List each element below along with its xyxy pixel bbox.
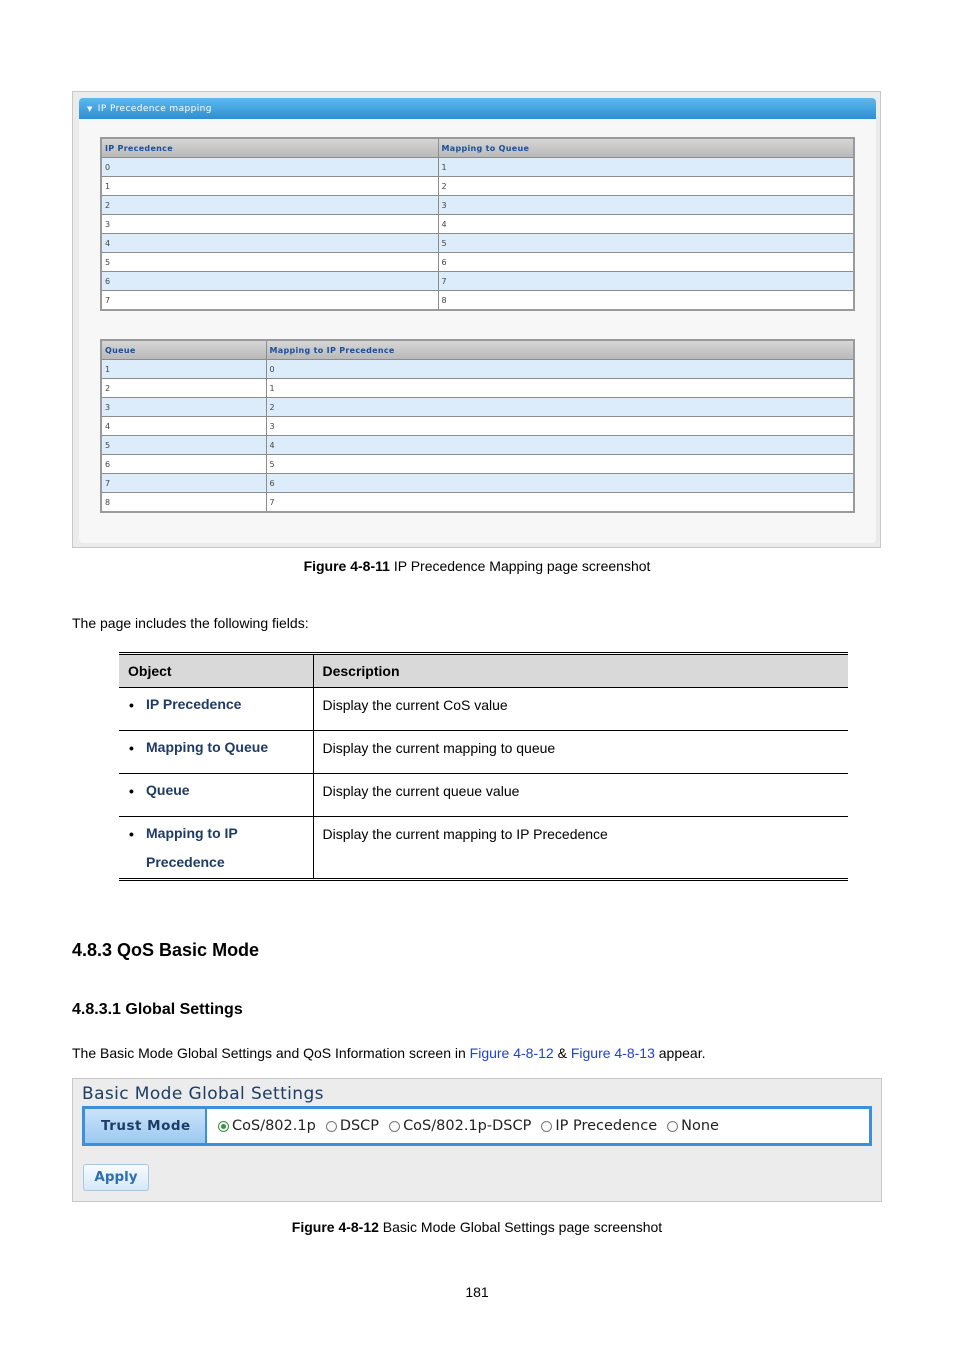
table-row — [101, 177, 854, 196]
figure-caption — [0, 558, 954, 574]
table-cell: 6 — [438, 253, 854, 272]
table-cell: 2 — [266, 398, 854, 417]
table-cell: 3 — [101, 215, 438, 234]
column-header: Mapping to IP Precedence — [266, 340, 854, 360]
table-cell: 3 — [438, 196, 854, 215]
table-row — [101, 272, 854, 291]
table-cell: 7 — [438, 272, 854, 291]
table-row — [101, 474, 854, 493]
object-description: Display the current CoS value — [313, 688, 848, 731]
subsection-heading: 4.8.3.1 Global Settings — [72, 1001, 243, 1018]
table-cell: 6 — [266, 474, 854, 493]
object-name-line1: Mapping to IP — [146, 825, 238, 841]
table-cell: 4 — [101, 234, 438, 253]
ip-precedence-mapping-table — [100, 137, 855, 311]
table-cell: 1 — [266, 379, 854, 398]
radio-label: CoS/802.1p-DSCP — [403, 1118, 532, 1134]
table-row — [101, 196, 854, 215]
page-number: 181 — [465, 1284, 489, 1300]
bullet-icon: • — [129, 697, 134, 713]
radio-selected-icon[interactable] — [218, 1121, 229, 1132]
table-row — [101, 455, 854, 474]
figure-caption — [0, 1219, 954, 1235]
trust-mode-label: Trust Mode — [85, 1109, 207, 1143]
table-row — [101, 417, 854, 436]
table-cell: 7 — [101, 291, 438, 311]
figure-link[interactable]: Figure 4-8-12 — [469, 1045, 554, 1061]
column-header: Mapping to Queue — [438, 138, 854, 158]
table-cell: 2 — [101, 379, 266, 398]
section-heading: 4.8.3 QoS Basic Mode — [72, 940, 260, 960]
table-row — [101, 215, 854, 234]
table-cell: 5 — [438, 234, 854, 253]
column-header: IP Precedence — [101, 138, 438, 158]
table-cell: 8 — [438, 291, 854, 311]
table-row — [101, 158, 854, 177]
basic-mode-title: Basic Mode Global Settings — [82, 1084, 324, 1104]
figure-caption-text: IP Precedence Mapping page screenshot — [389, 558, 651, 574]
table-cell: 5 — [101, 436, 266, 455]
figure-label: Figure 4-8-11 — [303, 558, 390, 574]
radio-icon[interactable] — [389, 1121, 400, 1132]
column-header: Description — [313, 654, 848, 688]
panel-title: IP Precedence mapping — [97, 104, 212, 114]
table-row — [101, 493, 854, 513]
collapse-triangle-icon[interactable]: ▼ — [87, 105, 93, 113]
radio-option-none[interactable] — [667, 1118, 719, 1134]
object-name: Mapping to Queue — [146, 739, 269, 755]
table-cell: 8 — [101, 493, 266, 513]
table-cell: 6 — [101, 272, 438, 291]
radio-icon[interactable] — [326, 1121, 337, 1132]
table-row — [101, 253, 854, 272]
figure-link[interactable]: Figure 4-8-13 — [570, 1045, 655, 1061]
table-cell: 4 — [101, 417, 266, 436]
table-row — [101, 291, 854, 311]
trust-mode-row — [82, 1106, 872, 1146]
queue-mapping-table — [100, 339, 855, 513]
table-cell: 7 — [266, 493, 854, 513]
object-name: Queue — [146, 782, 190, 798]
ip-precedence-panel-header[interactable] — [79, 98, 876, 119]
radio-option-cos-dscp[interactable] — [389, 1118, 531, 1134]
table-cell: 7 — [101, 474, 266, 493]
radio-label: IP Precedence — [555, 1118, 658, 1134]
radio-option-ip-precedence[interactable] — [541, 1118, 657, 1134]
object-name — [146, 819, 238, 877]
table-cell: 1 — [438, 158, 854, 177]
table-row — [101, 234, 854, 253]
paragraph-text: The Basic Mode Global Settings and QoS Information screen in — [72, 1045, 470, 1061]
column-header: Object — [119, 654, 313, 688]
radio-icon[interactable] — [667, 1121, 678, 1132]
column-header: Queue — [101, 340, 266, 360]
bullet-icon: • — [129, 783, 134, 799]
object-description: Display the current mapping to queue — [313, 731, 848, 774]
object-description: Display the current queue value — [313, 774, 848, 817]
radio-label: None — [681, 1118, 719, 1134]
table-cell: 4 — [266, 436, 854, 455]
radio-label: CoS/802.1p — [232, 1118, 316, 1134]
table-cell: 4 — [438, 215, 854, 234]
table-row — [101, 379, 854, 398]
table-row — [119, 731, 848, 774]
table-cell: 6 — [101, 455, 266, 474]
table-row — [119, 688, 848, 731]
table-cell: 3 — [101, 398, 266, 417]
figure-caption-text: Basic Mode Global Settings page screenshot — [378, 1219, 663, 1235]
table-row — [101, 398, 854, 417]
table-cell: 1 — [101, 360, 266, 379]
bullet-icon: • — [129, 740, 134, 756]
table-row — [101, 360, 854, 379]
table-cell: 1 — [101, 177, 438, 196]
table-cell: 0 — [266, 360, 854, 379]
radio-label: DSCP — [339, 1118, 380, 1134]
bullet-icon: • — [129, 826, 134, 842]
object-name: IP Precedence — [146, 696, 242, 712]
table-cell: 2 — [438, 177, 854, 196]
paragraph-text: appear. — [654, 1045, 706, 1061]
table-row — [101, 436, 854, 455]
object-name-line2: Precedence — [146, 854, 225, 870]
table-row — [119, 774, 848, 817]
table-cell: 0 — [101, 158, 438, 177]
radio-icon[interactable] — [541, 1121, 552, 1132]
intro-paragraph — [72, 1045, 705, 1061]
figure-label: Figure 4-8-12 — [291, 1219, 379, 1235]
intro-text: The page includes the following fields: — [72, 615, 309, 631]
table-cell: 3 — [266, 417, 854, 436]
table-row — [119, 817, 848, 880]
table-cell: 5 — [101, 253, 438, 272]
trust-mode-radio-group — [207, 1109, 729, 1143]
fields-description-table — [119, 652, 848, 881]
radio-option-cos[interactable] — [218, 1118, 316, 1134]
radio-option-dscp[interactable] — [326, 1118, 379, 1134]
table-cell: 5 — [266, 455, 854, 474]
apply-button[interactable]: Apply — [83, 1164, 149, 1191]
object-description: Display the current mapping to IP Precedence — [313, 817, 848, 880]
table-cell: 2 — [101, 196, 438, 215]
paragraph-text: & — [553, 1045, 571, 1061]
